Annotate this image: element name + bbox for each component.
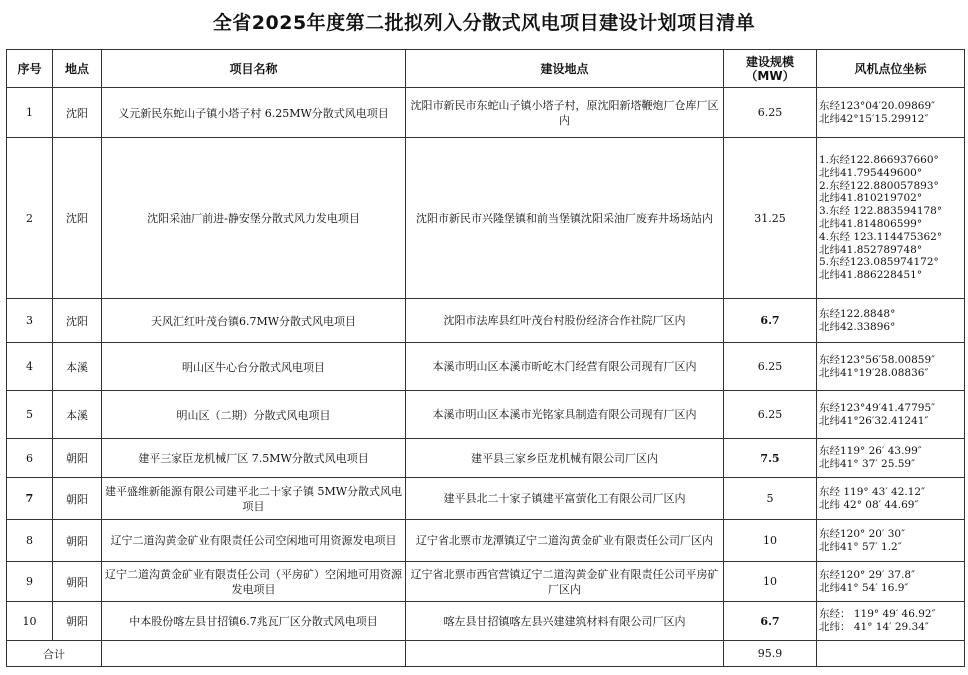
row-location: 朝阳 bbox=[53, 520, 102, 562]
coord-line: 东经119° 26′ 43.99″ bbox=[819, 445, 922, 458]
header-coords: 风机点位坐标 bbox=[817, 50, 965, 88]
coord-line: 北纬41.810219702° bbox=[819, 192, 923, 205]
row-site: 辽宁省北票市龙潭镇辽宁二道沟黄金矿业有限责任公司厂区内 bbox=[406, 520, 724, 562]
row-no: 3 bbox=[7, 299, 53, 343]
coord-line: 北纬41° 54′ 16.9″ bbox=[819, 581, 909, 594]
row-name: 建平盛维新能源有限公司建平北二十家子镇 5MW分散式风电项目 bbox=[102, 478, 406, 520]
row-site: 本溪市明山区本溪市光铭家具制造有限公司现有厂区内 bbox=[406, 391, 724, 439]
table-row bbox=[7, 602, 965, 641]
row-location: 沈阳 bbox=[53, 138, 102, 299]
coord-line: 北纬 42° 08′ 44.69″ bbox=[819, 498, 919, 511]
row-no: 9 bbox=[7, 562, 53, 602]
row-coords bbox=[817, 602, 965, 641]
coord-line: 4.东经 123.114475362° bbox=[819, 230, 943, 243]
row-scale: 6.7 bbox=[724, 299, 817, 343]
row-site: 沈阳市新民市兴隆堡镇和前当堡镇沈阳采油厂废弃井场场站内 bbox=[406, 138, 724, 299]
coord-line: 北纬42°15′15.29912″ bbox=[819, 112, 929, 125]
coord-line: 北纬41.795449600° bbox=[819, 166, 923, 179]
coord-line: 北纬41° 57′ 1.2″ bbox=[819, 540, 902, 553]
table-row bbox=[7, 439, 965, 478]
row-name: 明山区（二期）分散式风电项目 bbox=[102, 391, 406, 439]
total-row bbox=[7, 641, 965, 667]
total-blank-site bbox=[406, 641, 724, 667]
row-name: 辽宁二道沟黄金矿业有限责任公司（平房矿）空闲地可用资源发电项目 bbox=[102, 562, 406, 602]
row-coords bbox=[817, 343, 965, 391]
row-scale: 6.7 bbox=[724, 602, 817, 641]
row-coords bbox=[817, 299, 965, 343]
coord-line: 东经123°04′20.09869″ bbox=[819, 99, 936, 112]
coord-line: 东经123°56′58.00859″ bbox=[819, 353, 936, 366]
page-title: 全省2025年度第二批拟列入分散式风电项目建设计划项目清单 bbox=[212, 12, 756, 34]
total-blank-name bbox=[102, 641, 406, 667]
row-no: 2 bbox=[7, 138, 53, 299]
coord-line: 北纬41.814806599° bbox=[819, 218, 923, 230]
row-scale: 6.25 bbox=[724, 391, 817, 439]
row-coords bbox=[817, 391, 965, 439]
coord-line: 北纬41.852789748° bbox=[819, 243, 923, 256]
coord-line: 3.东经 122.883594178° bbox=[819, 205, 943, 218]
table-row bbox=[7, 562, 965, 602]
table-row bbox=[7, 88, 965, 138]
row-name: 明山区牛心台分散式风电项目 bbox=[102, 343, 406, 391]
row-location: 沈阳 bbox=[53, 88, 102, 138]
row-name: 义元新民东蛇山子镇小塔子村 6.25MW分散式风电项目 bbox=[102, 88, 406, 138]
coord-line: 东经： 119° 49′ 46.92″ bbox=[819, 608, 936, 621]
header-scale bbox=[724, 50, 817, 88]
total-scale: 95.9 bbox=[724, 641, 817, 667]
row-scale: 6.25 bbox=[724, 88, 817, 138]
coord-line: 北纬42.33896° bbox=[819, 320, 896, 333]
table-row bbox=[7, 520, 965, 562]
row-scale: 10 bbox=[724, 562, 817, 602]
coord-line: 东经120° 29′ 37.8″ bbox=[819, 568, 916, 581]
row-coords bbox=[817, 520, 965, 562]
row-no: 8 bbox=[7, 520, 53, 562]
coord-line: 北纬： 41° 14′ 29.34″ bbox=[819, 621, 929, 633]
table-row bbox=[7, 343, 965, 391]
table-row bbox=[7, 391, 965, 439]
table-row bbox=[7, 478, 965, 520]
coord-line: 2.东经122.880057893° bbox=[819, 179, 939, 192]
coord-line: 东经122.8848° bbox=[819, 307, 896, 320]
coord-line: 北纬41°19′28.08836″ bbox=[819, 366, 929, 379]
row-scale: 5 bbox=[724, 478, 817, 520]
row-location: 朝阳 bbox=[53, 439, 102, 478]
project-table bbox=[6, 49, 965, 667]
row-coords bbox=[817, 562, 965, 602]
row-scale: 31.25 bbox=[724, 138, 817, 299]
row-name: 建平三家臣龙机械厂区 7.5MW分散式风电项目 bbox=[102, 439, 406, 478]
row-location: 朝阳 bbox=[53, 562, 102, 602]
row-no: 7 bbox=[7, 478, 53, 520]
coord-line: 东经123°49′41.47795″ bbox=[819, 401, 936, 414]
table-row bbox=[7, 299, 965, 343]
header-no: 序号 bbox=[7, 50, 53, 88]
row-no: 1 bbox=[7, 88, 53, 138]
row-no: 5 bbox=[7, 391, 53, 439]
coord-line: 北纬41°26′32.41241″ bbox=[819, 414, 929, 427]
coord-line: 北纬41.886228451° bbox=[819, 269, 923, 282]
coord-line: 北纬41° 37′ 25.59″ bbox=[819, 458, 916, 470]
header-site: 建设地点 bbox=[406, 50, 724, 88]
header-scale-line2: （MW） bbox=[745, 68, 795, 83]
row-site: 建平县三家乡臣龙机械有限公司厂区内 bbox=[406, 439, 724, 478]
row-location: 朝阳 bbox=[53, 602, 102, 641]
row-location: 本溪 bbox=[53, 391, 102, 439]
row-name: 天风汇红叶茂台镇6.7MW分散式风电项目 bbox=[102, 299, 406, 343]
row-no: 4 bbox=[7, 343, 53, 391]
row-name: 中本股份喀左县甘招镇6.7兆瓦厂区分散式风电项目 bbox=[102, 602, 406, 641]
row-site: 本溪市明山区本溪市昕屹木门经营有限公司现有厂区内 bbox=[406, 343, 724, 391]
row-location: 沈阳 bbox=[53, 299, 102, 343]
row-scale: 10 bbox=[724, 520, 817, 562]
coord-line: 1.东经122.866937660° bbox=[819, 154, 939, 167]
row-no: 6 bbox=[7, 439, 53, 478]
row-site: 辽宁省北票市西官营镇辽宁二道沟黄金矿业有限责任公司平房矿厂区内 bbox=[406, 562, 724, 602]
row-location: 本溪 bbox=[53, 343, 102, 391]
coord-line: 5.东经123.085974172° bbox=[819, 256, 939, 269]
row-name: 沈阳采油厂前进-静安堡分散式风力发电项目 bbox=[102, 138, 406, 299]
header-scale-line1: 建设规模 bbox=[745, 54, 794, 69]
header-row bbox=[7, 50, 965, 88]
row-site: 喀左县甘招镇喀左县兴建建筑材料有限公司厂区内 bbox=[406, 602, 724, 641]
header-location: 地点 bbox=[53, 50, 102, 88]
row-coords bbox=[817, 478, 965, 520]
row-site: 沈阳市法库县红叶茂台村股份经济合作社院厂区内 bbox=[406, 299, 724, 343]
row-name: 辽宁二道沟黄金矿业有限责任公司空闲地可用资源发电项目 bbox=[102, 520, 406, 562]
total-label: 合计 bbox=[7, 641, 102, 667]
coord-line: 东经 119° 43′ 42.12″ bbox=[819, 485, 926, 498]
row-coords bbox=[817, 439, 965, 478]
total-blank-coords bbox=[817, 641, 965, 667]
coord-line: 东经120° 20′ 30″ bbox=[819, 527, 905, 540]
row-scale: 7.5 bbox=[724, 439, 817, 478]
header-name: 项目名称 bbox=[102, 50, 406, 88]
row-no: 10 bbox=[7, 602, 53, 641]
row-site: 沈阳市新民市东蛇山子镇小塔子村，原沈阳新塔鞭炮厂仓库厂区内 bbox=[406, 88, 724, 138]
row-location: 朝阳 bbox=[53, 478, 102, 520]
table-row bbox=[7, 138, 965, 299]
row-coords bbox=[817, 138, 965, 299]
row-coords bbox=[817, 88, 965, 138]
row-scale: 6.25 bbox=[724, 343, 817, 391]
row-site: 建平县北二十家子镇建平富萤化工有限公司厂区内 bbox=[406, 478, 724, 520]
